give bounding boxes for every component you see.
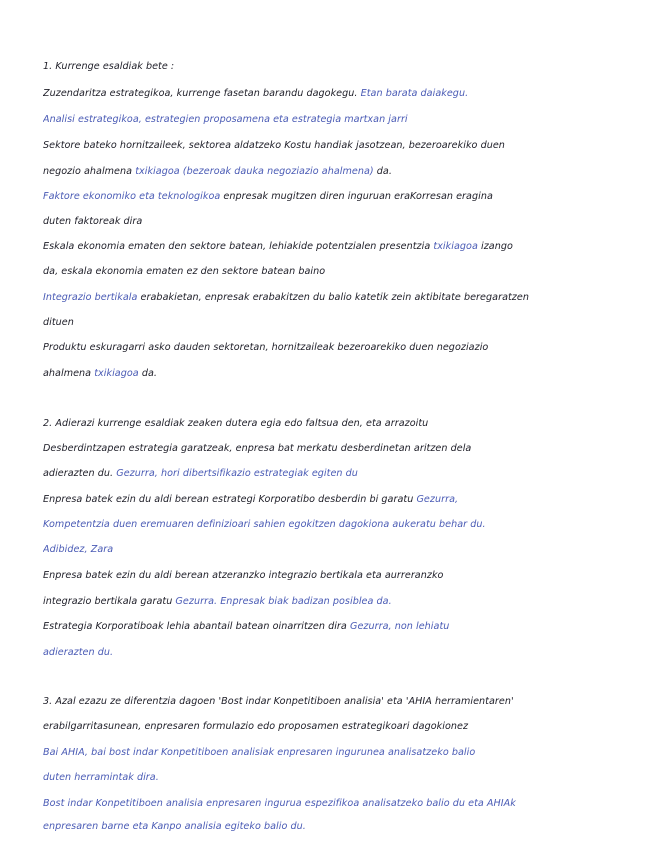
text-segment: 2. Adierazi kurrenge esaldiak zeaken dutera egia edo faltsua den, eta arrazoitu bbox=[43, 418, 429, 429]
text-segment: 1. Kurrenge esaldiak bete : bbox=[43, 61, 175, 72]
text-line bbox=[43, 493, 623, 506]
text-segment: erabilgarritasunean, enpresaren formulazio edo proposamen estrategikoari dagokionez bbox=[43, 721, 469, 732]
text-line bbox=[43, 569, 623, 582]
text-segment: da, eskala ekonomia ematen ez den sektore batean baino bbox=[43, 266, 326, 277]
text-segment: ahalmena bbox=[43, 368, 95, 379]
text-line bbox=[43, 341, 623, 354]
text-line bbox=[43, 771, 623, 784]
text-line bbox=[43, 695, 623, 708]
answer-segment: Gezurra, non lehiatu bbox=[346, 621, 450, 632]
text-line bbox=[43, 291, 623, 304]
text-line bbox=[43, 595, 623, 608]
answer-segment: txikiagoa bbox=[94, 368, 139, 379]
text-line bbox=[43, 87, 623, 100]
text-line bbox=[43, 417, 623, 430]
text-line bbox=[43, 165, 623, 178]
text-line bbox=[43, 646, 623, 659]
text-segment: da. bbox=[138, 368, 157, 379]
text-segment: izango bbox=[477, 241, 513, 252]
answer-segment: adierazten du. bbox=[43, 647, 114, 658]
answer-segment: Integrazio bertikala bbox=[43, 292, 138, 303]
text-line bbox=[43, 60, 623, 73]
text-line bbox=[43, 190, 623, 203]
text-segment: Desberdintzapen estrategia garatzeak, enpresa bat merkatu desberdinetan aritzen dela bbox=[43, 443, 472, 454]
answer-segment: Kompetentzia duen eremuaren definizioari sahien egokitzen dagokiona aukeratu behar du. bbox=[43, 519, 486, 530]
text-segment: Enpresa batek ezin du aldi berean estrategi Korporatibo desberdin bi garatu bbox=[43, 494, 414, 505]
answer-segment: Bost indar Konpetitiboen analisia enpresaren ingurua espezifikoa analisatzeko balio du eta AHIAk bbox=[43, 798, 516, 809]
text-segment: erabakietan, enpresak erabakitzen du balio katetik zein aktibitate beregaratzen bbox=[137, 292, 529, 303]
text-line bbox=[43, 620, 623, 633]
text-segment: Produktu eskuragarri asko dauden sektoretan, hornitzaileak bezeroarekiko duen negoziazio bbox=[43, 342, 489, 353]
text-line bbox=[43, 543, 623, 556]
text-segment: da. bbox=[373, 166, 392, 177]
answer-segment: enpresaren barne eta Kanpo analisia egiteko balio du. bbox=[43, 821, 306, 832]
answer-segment: Gezurra, hori dibertsifikazio estrategiak egiten du bbox=[113, 468, 358, 479]
answer-segment: Analisi estrategikoa, estrategien proposamena eta estrategia martxan jarri bbox=[43, 114, 408, 125]
answer-segment: Bai AHIA, bai bost indar Konpetitiboen analisiak enpresaren ingurunea analisatzeko balio bbox=[43, 747, 476, 758]
answer-segment: duten herramintak dira. bbox=[43, 772, 159, 783]
answer-segment: txikiagoa bbox=[433, 241, 478, 252]
text-line bbox=[43, 316, 623, 329]
answer-segment: Gezurra, bbox=[413, 494, 459, 505]
text-line bbox=[43, 467, 623, 480]
text-line bbox=[43, 797, 623, 810]
text-line bbox=[43, 367, 623, 380]
text-segment: Enpresa batek ezin du aldi berean atzeranzko integrazio bertikala eta aurreranzko bbox=[43, 570, 444, 581]
text-segment: Sektore bateko hornitzaileek, sektorea aldatzeko Kostu handiak jasotzean, bezeroarekiko duen bbox=[43, 140, 505, 151]
answer-segment: Faktore ekonomiko eta teknologikoa bbox=[43, 191, 221, 202]
text-segment: 3. Azal ezazu ze diferentzia dagoen 'Bost indar Konpetitiboen analisia' eta 'AHIA herramientaren' bbox=[43, 696, 514, 707]
answer-segment: txikiagoa (bezeroak dauka negoziazio ahalmena) bbox=[135, 166, 374, 177]
text-line bbox=[43, 240, 623, 253]
answer-segment: Adibidez, Zara bbox=[43, 544, 114, 555]
text-line bbox=[43, 265, 623, 278]
answer-segment: Gezurra. Enpresak biak badizan posiblea da. bbox=[172, 596, 392, 607]
text-segment: duten faktoreak dira bbox=[43, 216, 143, 227]
text-segment: Eskala ekonomia ematen den sektore batean, lehiakide potentzialen presentzia bbox=[43, 241, 434, 252]
text-line bbox=[43, 518, 623, 531]
text-segment: enpresak mugitzen diren inguruan eraKorresan eragina bbox=[220, 191, 493, 202]
text-segment: dituen bbox=[43, 317, 74, 328]
text-segment: negozio ahalmena bbox=[43, 166, 136, 177]
text-segment: Zuzendaritza estrategikoa, kurrenge fasetan barandu dagokegu. bbox=[43, 88, 358, 99]
text-line bbox=[43, 746, 623, 759]
text-segment: integrazio bertikala garatu bbox=[43, 596, 173, 607]
text-line bbox=[43, 442, 623, 455]
text-line bbox=[43, 113, 623, 126]
text-line bbox=[43, 139, 623, 152]
text-segment: Estrategia Korporatiboak lehia abantail batean oinarritzen dira bbox=[43, 621, 347, 632]
answer-segment: Etan barata daiakegu. bbox=[357, 88, 469, 99]
text-line bbox=[43, 720, 623, 733]
text-segment: adierazten du. bbox=[43, 468, 114, 479]
text-line bbox=[43, 820, 623, 833]
text-line bbox=[43, 215, 623, 228]
